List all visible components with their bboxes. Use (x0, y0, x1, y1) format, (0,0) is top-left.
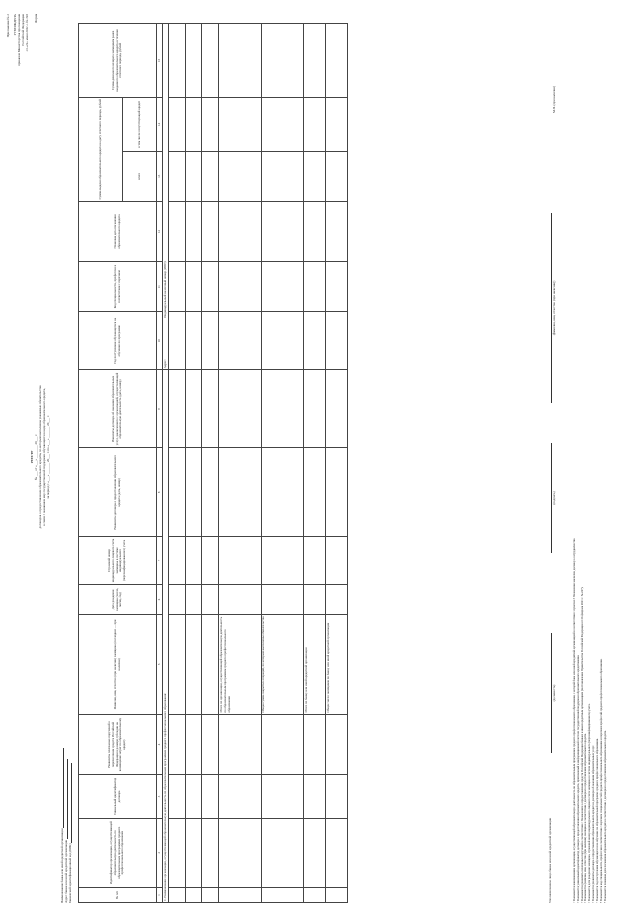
footnote-9: ⁹ Указывается плановая дата погашения образовательного кредита в соответствии с договором о предоставлении образовательного кредита. (602, 730, 607, 903)
table-row[interactable] (169, 24, 186, 903)
col-header-5: Фамилия, имя, отчество (при наличии) заемщика (последнее — при наличии) (79, 615, 157, 715)
order-country-label: Российской Федерации (21, 14, 25, 46)
inn-label: Индивидуальный налоговый номер (ИНН): (162, 260, 167, 318)
col-header-3: Уникальный идентификатор договора (79, 775, 157, 818)
form-label: Форма (34, 14, 38, 24)
col-header-14: в том числе сопутствующий кредит (123, 97, 157, 151)
approval-block (6, 14, 29, 214)
col-header-6: Дата рождения заемщика (число, месяц, год) (79, 584, 157, 614)
header-row-1 (79, 24, 123, 903)
footnote-5: ⁵ Указывается дата рождения заемщика, страховой номер индивидуального лицевого счета заемщика в системе индивидуального (персонифицированного) учета. (587, 703, 592, 903)
borrower-count-label: Общее число заемщиков по банку или иной кредитной организации (326, 615, 348, 715)
footnote-3: ³ Указываются реквизиты платежных поручений в соответствии с Положением о предоставлении средств Российской Федерации банкам и иным кредитным организациям (постановление Правительства Российской Федерации от 26 февраля 2021 г. № 247). (579, 586, 584, 903)
subtotal-org-label: Итого по организации, осуществляющей образовательную деятельность по образовательным программам среднего профессионального образования (218, 615, 261, 715)
footnote-7: ⁷ Указывается год поступления обучающегося на обучение по образовательной программе среднего профессионального образования. (594, 738, 599, 903)
title-period: за период с «___» _______ 20___ г. по «___» _______ 20___ г. (46, 415, 50, 499)
col-header-1: № п/п (79, 887, 157, 902)
closed-operations-row (261, 24, 304, 903)
col-header-4: Реквизиты платежных поручений о перечислении средств Российской Федерации в размере субсидии на возмещение затрат по образовательному кредиту (79, 714, 157, 775)
col-header-10: Год поступления обучающегося на обучение по программе (79, 312, 157, 370)
footnote-4: ⁴ Указываются фамилия, имя, отчество (при наличии) заемщика в соответствии с договором о предоставлении образовательного кредита. (583, 733, 588, 903)
col-header-12: Плановая дата погашения образовательного кредита (79, 201, 157, 262)
bank-total-label: Итого по банку или иной кредитной организации (304, 615, 326, 715)
table-row[interactable] (185, 24, 202, 903)
order-number: 316 (25, 14, 29, 19)
footnote-1: ¹ Указывается наименование организации, осуществляющей образовательную деятельность по образовательным программам среднего профессионального образования, с которой банк или иной кредитной организацией в соответствии с пунктом 3 Положения заключен договор о сотрудничестве. (572, 537, 576, 903)
table-row[interactable] (202, 24, 219, 903)
title-block (30, 227, 50, 687)
col-header-8: Реквизиты договора о предоставлении образовательного кредита (дата, номер) (79, 448, 157, 537)
col-header-9: Реквизиты договора об оказании образовательных услуг, заключенного с организацией, осуществляющей образовательную деятельность (дата, номер) (79, 370, 157, 448)
title-word: РЕЕСТР (30, 450, 34, 464)
org-name-line: Наименование банка или иной кредитной организации (60, 603, 64, 903)
full-name-caption: (фамилия, имя, отчество (при наличии)) (552, 280, 556, 336)
footnote-2: ² Указывается уникальный идентификатор договора о предоставлении образовательного кредита, присвоенный в информационной системе государственной поддержки образовательного кредитования. (575, 654, 580, 903)
subtotal-org-row (218, 24, 261, 903)
footnotes (573, 23, 607, 903)
col-header-13: всего (123, 151, 157, 201)
approved-label: УТВЕРЖДЕНА (13, 14, 17, 36)
closed-operations-label: Общая сумма закрытых операций, по которым выполнены обязательства (261, 615, 304, 715)
org-bic-field[interactable] (68, 763, 72, 843)
org-bic-line: Банковский идентификационный код (БИК) (68, 603, 72, 903)
register-table (78, 23, 348, 903)
col-header-15: Сумма денежного возврата заемщиком ранее выданного образовательного кредита в течение отчетного периода, рублей (79, 24, 157, 98)
title-desc-2: в связи с оказанием мер государственной поддержки обучающихся в виде образовательного кредита, (42, 388, 46, 526)
org-block (60, 603, 72, 903)
title-desc-1: договоров о предоставлении образовательного кредита, по которым выполнены указанные обязательства (38, 385, 42, 529)
order-date: «21» июня 2021 г. (25, 23, 29, 48)
col-header-7: Страховой номер индивидуального лицевого счета заемщика в системе индивидуального (персонифицированного) учета (79, 537, 157, 585)
footnote-6: ⁶ Указываются реквизиты договора о предоставлении образовательного кредита и договора об оказании образовательных услуг. (591, 745, 596, 903)
footnote-8: ⁸ Указывается код специальности, профессии в соответствии с перечнем специальностей среднего профессионального образования и перечнем профессий среднего профессионального образования. (598, 658, 603, 903)
signature-left-label: Уполномоченное лицо банка или иной кредитной организации (548, 817, 552, 903)
appendix-label: Приложение № 2 (6, 14, 10, 38)
org-address-line: Адрес банка или иной кредитной организации (64, 603, 68, 903)
order-by-label: приказом Министерства просвещения (17, 14, 21, 66)
order-date-line: от «21» июня 2021 г. № 316 (25, 14, 29, 52)
address-label: Адрес: (162, 359, 167, 369)
section-org-title: 1. Наименование организации, осуществляющей образовательную деятельность по образовательным программам среднего профессионального образования: (162, 370, 168, 903)
col-header-13-14-group: Сумма выдачи образовательного кредита на дату отчетного периода, рублей (79, 97, 123, 201)
col-header-2: Идентификатор организации, осуществляющей образовательную деятельность по образовательным программам среднего профессионального образования (79, 818, 157, 887)
bank-total-row (304, 24, 326, 903)
column-number-row: 1 2 3 4 5 6 7 8 9 10 11 12 13 14 15 (157, 24, 163, 903)
signature-block (548, 23, 562, 903)
position-caption: (должность) (552, 684, 556, 702)
col-header-11: Код специальности, профессии в соответствии с перечнем (79, 262, 157, 312)
title-number-line: № ___ от «___» ________ 20___ г. (34, 434, 38, 480)
borrower-count-row (326, 24, 348, 903)
signature-caption: (подпись) (552, 491, 556, 505)
stamp-label: М.П. (при наличии) (552, 86, 556, 113)
